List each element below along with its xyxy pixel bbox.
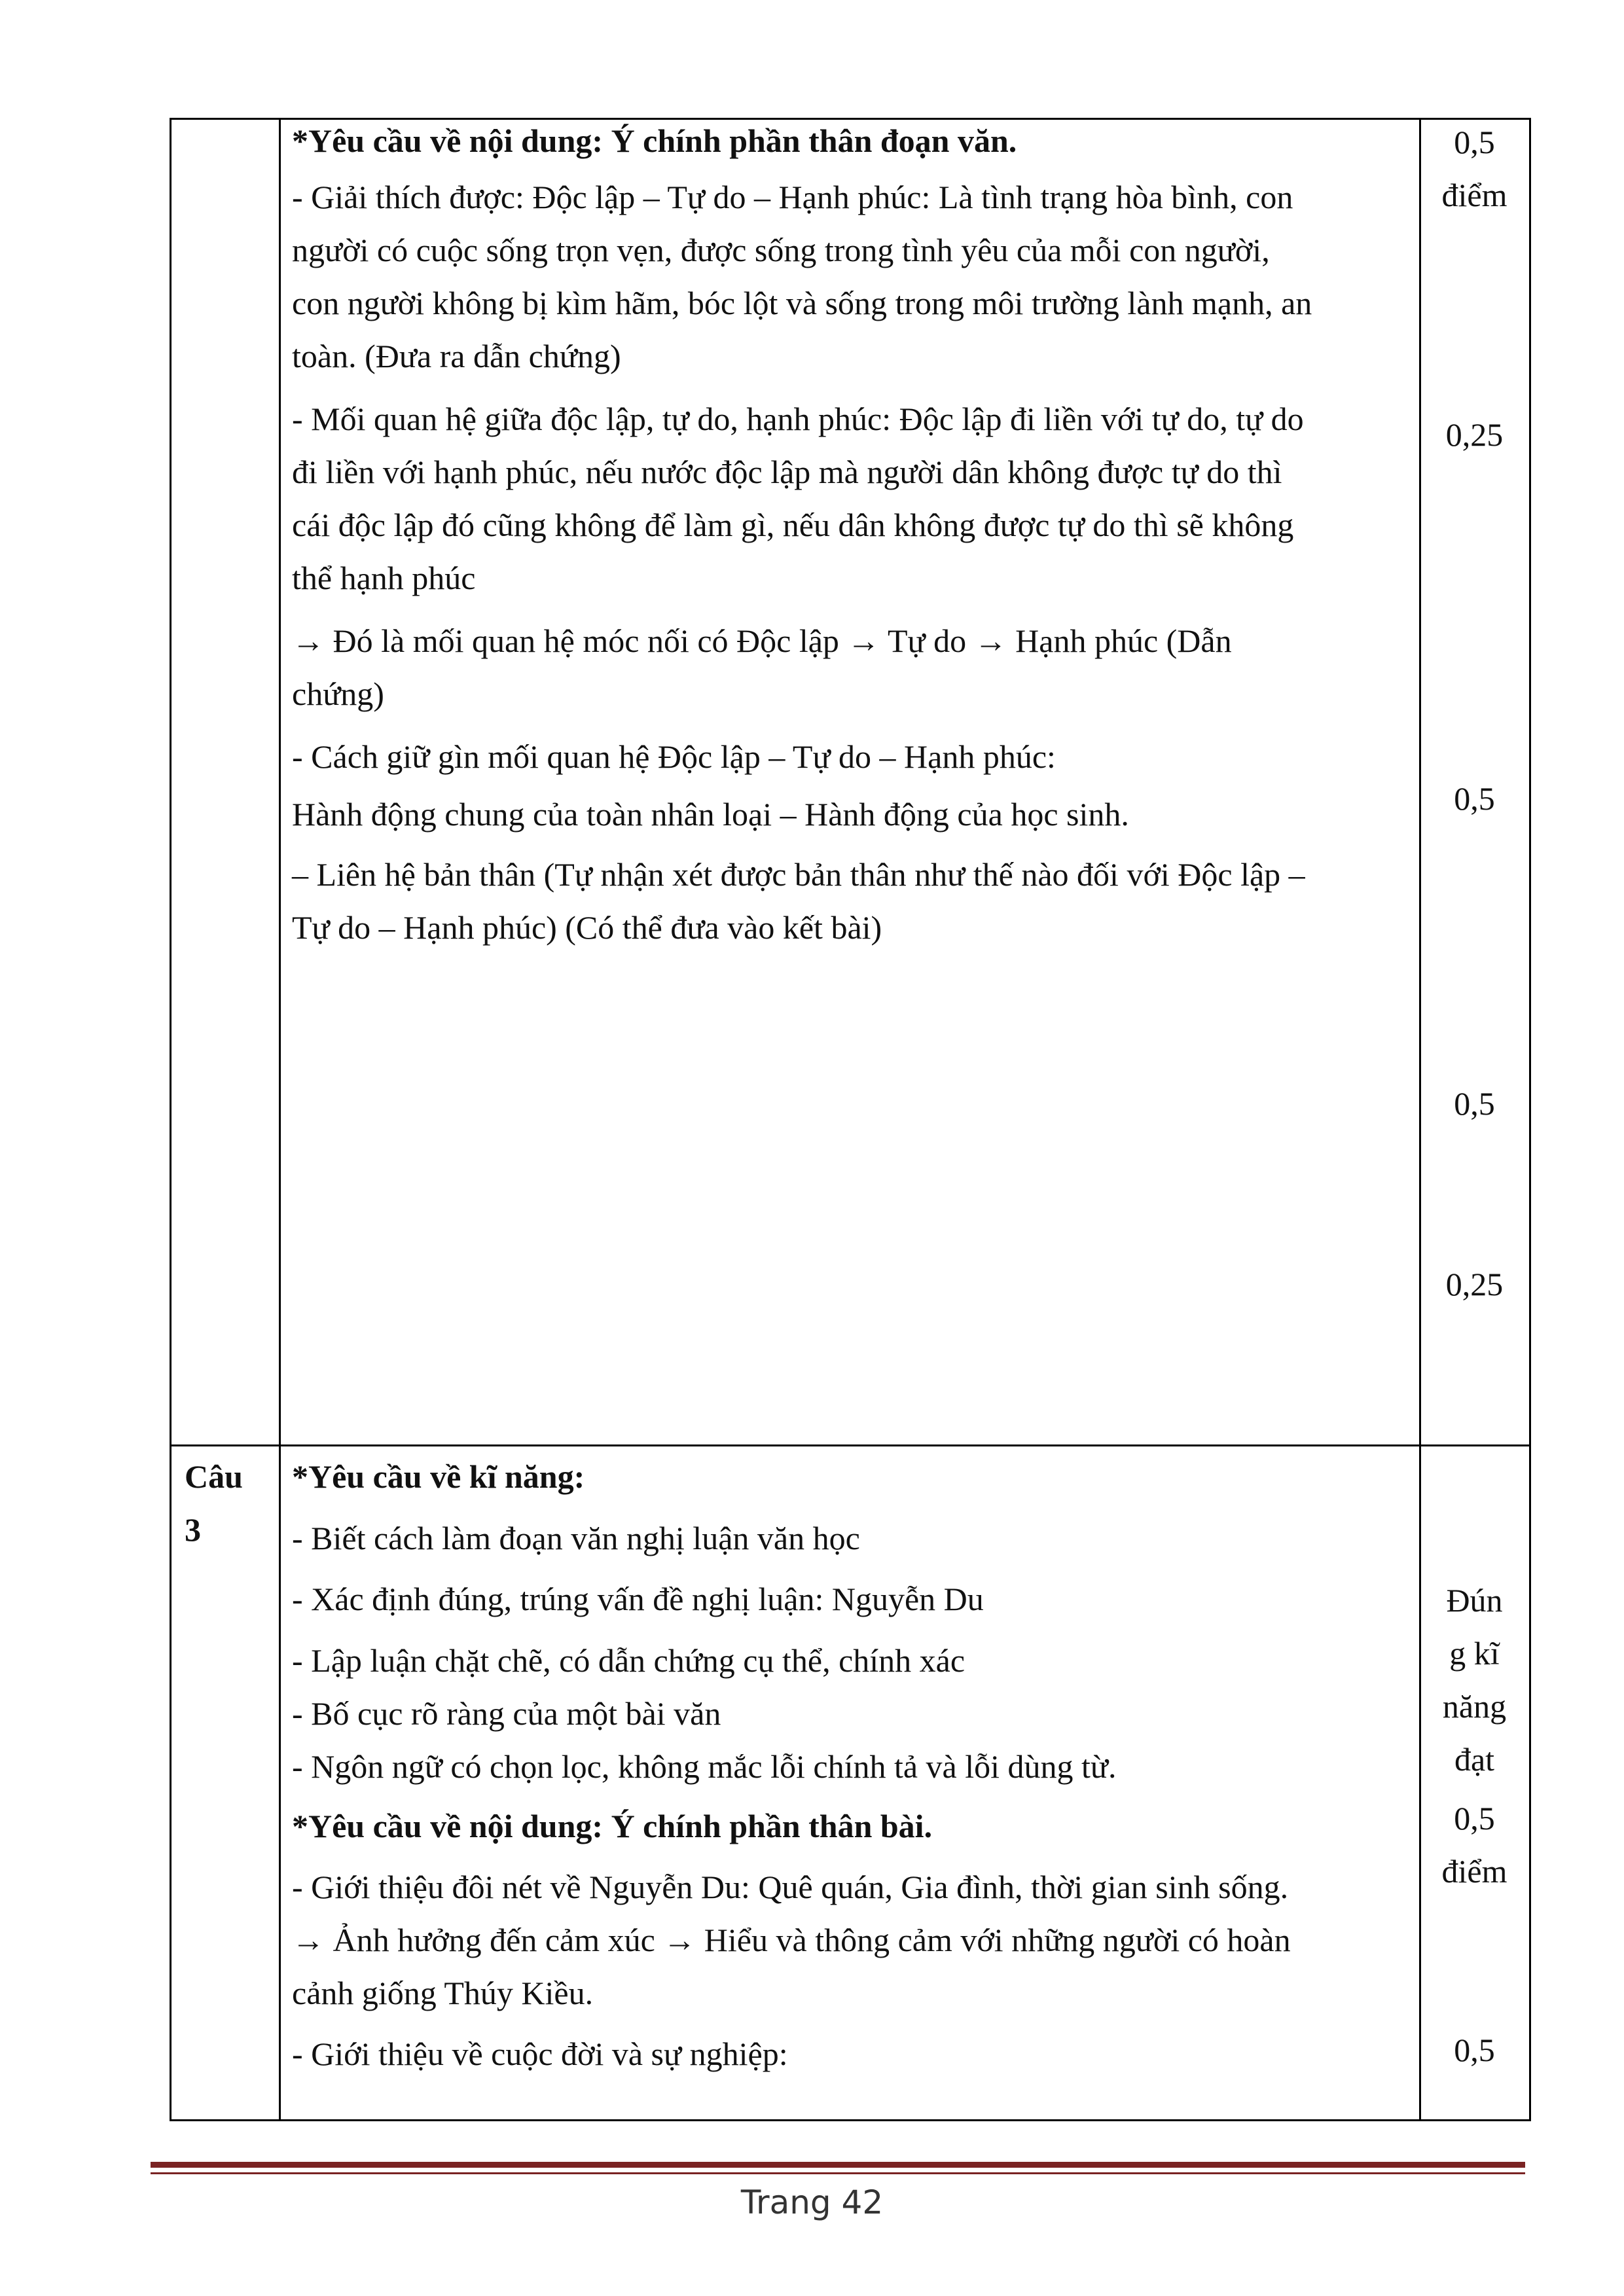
row2-line: - Biết cách làm đoạn văn nghị luận văn học — [292, 1520, 860, 1556]
question-number: 3 — [185, 1511, 201, 1548]
row2-heading: *Yêu cầu về kĩ năng: — [292, 1458, 585, 1495]
row1-line: - Cách giữ gìn mối quan hệ Độc lập – Tự do – Hạnh phúc: — [292, 738, 1056, 775]
score-text: đạt — [1454, 1741, 1495, 1778]
score-text: năng — [1442, 1688, 1507, 1725]
row1-line: Tự do – Hạnh phúc) (Có thể đưa vào kết bài) — [292, 909, 882, 946]
score-text: g kĩ — [1449, 1635, 1500, 1672]
row2-line: - Lập luận chặt chẽ, có dẫn chứng cụ thể, chính xác — [292, 1642, 965, 1679]
row2-heading: *Yêu cầu về nội dung: Ý chính phần thân bài. — [292, 1808, 933, 1844]
score-unit: điểm — [1441, 177, 1507, 213]
row1-heading: *Yêu cầu về nội dung: Ý chính phần thân đoạn văn. — [292, 122, 1017, 159]
row1-line: chứng) — [292, 675, 384, 712]
row2-line: - Xác định đúng, trúng vấn đề nghị luận: Nguyễn Du — [292, 1581, 984, 1617]
score: 0,5 — [1454, 1085, 1495, 1122]
row1-line: Hành động chung của toàn nhân loại – Hành động của học sinh. — [292, 796, 1129, 833]
row1-line: toàn. (Đưa ra dẫn chứng) — [292, 338, 621, 374]
column-divider — [279, 120, 281, 2119]
row1-line: - Giải thích được: Độc lập – Tự do – Hạnh phúc: Là tình trạng hòa bình, con — [292, 179, 1293, 215]
row1-line: người có cuộc sống trọn vẹn, được sống trong tình yêu của mỗi con người, — [292, 232, 1270, 268]
row1-line: thể hạnh phúc — [292, 560, 476, 596]
score-text: Đún — [1446, 1582, 1503, 1619]
score: 0,5 — [1454, 1800, 1495, 1837]
row1-line: → Đó là mối quan hệ móc nối có Độc lập → Tự do → Hạnh phúc (Dẫn — [292, 622, 1232, 659]
row1-line: đi liền với hạnh phúc, nếu nước độc lập mà người dân không được tự do thì — [292, 454, 1282, 490]
footer-rule — [151, 2162, 1525, 2168]
score: 0,5 — [1454, 780, 1495, 817]
row2-line: - Giới thiệu đôi nét về Nguyễn Du: Quê quán, Gia đình, thời gian sinh sống. — [292, 1869, 1289, 1905]
score-unit: điểm — [1441, 1853, 1507, 1890]
row-divider — [171, 1444, 1529, 1446]
row2-line: cảnh giống Thúy Kiều. — [292, 1975, 594, 2011]
row2-line: → Ảnh hưởng đến cảm xúc → Hiểu và thông cảm với những người có hoàn — [292, 1922, 1291, 1958]
footer-rule — [151, 2172, 1525, 2174]
score: 0,5 — [1454, 2032, 1495, 2068]
score: 0,25 — [1445, 416, 1504, 453]
page-number: Trang 42 — [740, 2183, 884, 2221]
question-label: Câu — [185, 1458, 243, 1495]
row2-line: - Giới thiệu về cuộc đời và sự nghiệp: — [292, 2036, 788, 2072]
score: 0,25 — [1445, 1266, 1504, 1302]
row2-line: - Bố cục rõ ràng của một bài văn — [292, 1695, 721, 1732]
row2-line: - Ngôn ngữ có chọn lọc, không mắc lỗi chính tả và lỗi dùng từ. — [292, 1748, 1117, 1785]
row1-line: cái độc lập đó cũng không để làm gì, nếu dân không được tự do thì sẽ không — [292, 507, 1294, 543]
row1-line: con người không bị kìm hãm, bóc lột và sống trong môi trường lành mạnh, an — [292, 285, 1312, 321]
score: 0,5 — [1454, 124, 1495, 160]
row1-line: - Mối quan hệ giữa độc lập, tự do, hạnh phúc: Độc lập đi liền với tự do, tự do — [292, 401, 1304, 437]
row1-line: – Liên hệ bản thân (Tự nhận xét được bản thân như thế nào đối với Độc lập – — [292, 856, 1305, 893]
